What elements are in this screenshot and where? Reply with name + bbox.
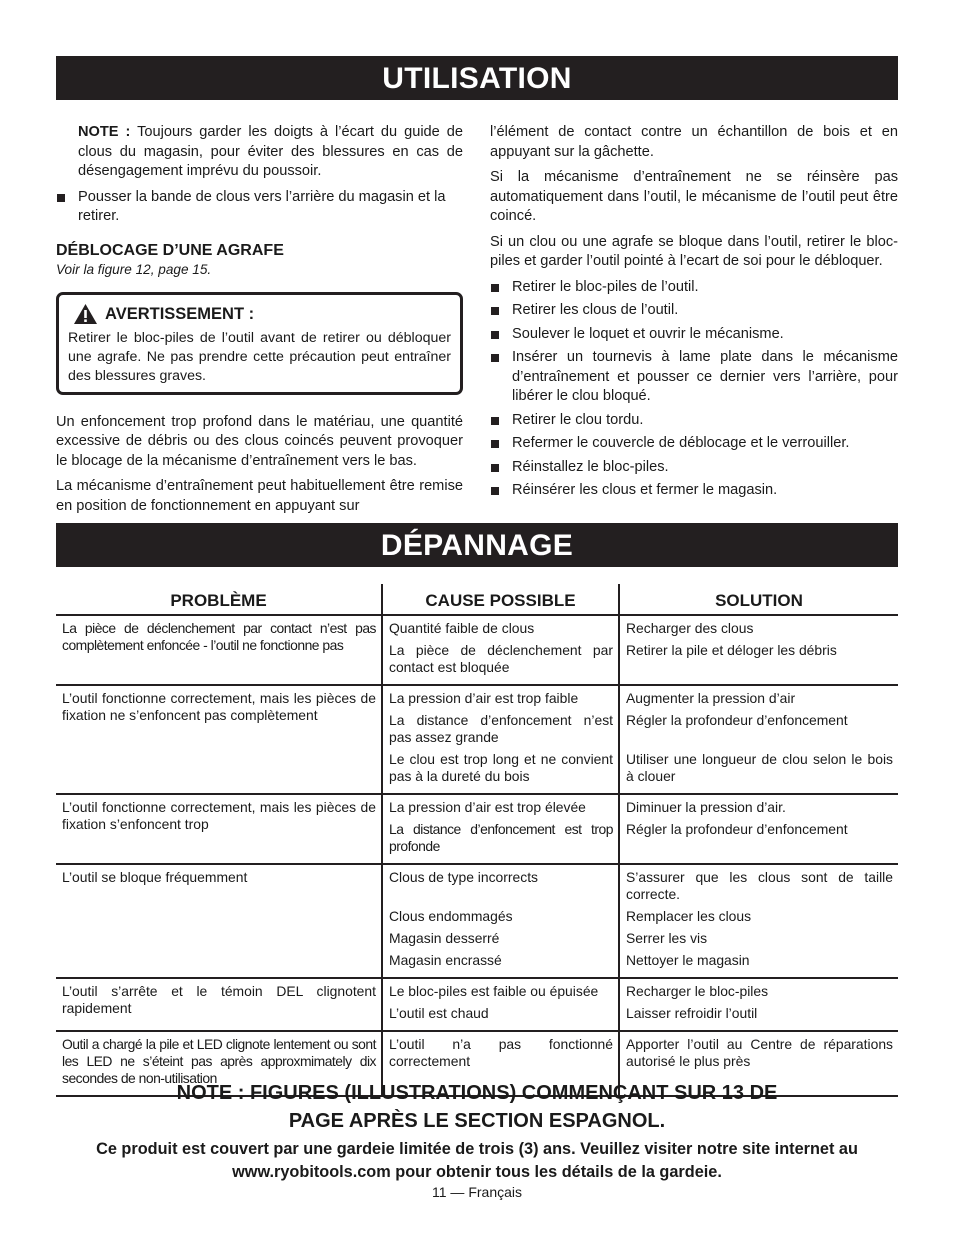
square-bullet-icon	[491, 354, 499, 362]
list-item-text: Retirer le clou tordu.	[512, 411, 644, 428]
figures-note-line: NOTE : FIGURES (ILLUSTRATIONS) COMMENÇANT SUR 13 DE	[176, 1082, 778, 1104]
problem-cell	[56, 685, 382, 794]
list-item-text: Réinsérer les clous et fermer le magasin.	[512, 482, 778, 498]
warning-header	[68, 303, 451, 325]
list-item	[490, 348, 898, 407]
right-column	[490, 123, 898, 505]
left-column	[56, 123, 463, 522]
square-bullet-icon	[491, 417, 499, 425]
cause-text: Le clou est trop long et ne convient pas à la dureté du bois	[389, 751, 613, 784]
solution-text: Laisser refroidir l’outil	[626, 1005, 758, 1021]
list-item-text: Insérer un tournevis à lame plate dans le mécanisme d’entraînement et pousser ce dernier vers l’arrière, pour libérer le clou bloqué.	[512, 349, 898, 404]
cause-text: La pression d’air est trop faible	[389, 690, 579, 706]
list-item	[490, 434, 898, 454]
solution-text: Remplacer les clous	[626, 908, 752, 924]
square-bullet-icon	[491, 464, 499, 472]
solution-text: S’assurer que les clous sont de taille correcte.	[626, 869, 893, 902]
paragraph: Si un clou ou une agrafe se bloque dans l’outil, retirer le bloc-piles et garder l’outil pointé à l’ecart de soi pour le débloquer.	[490, 233, 898, 269]
solution-text: Utiliser une longueur de clou selon le bois à clouer	[626, 751, 893, 784]
troubleshooting-table	[56, 584, 898, 1097]
list-item	[490, 325, 898, 345]
square-bullet-icon	[491, 307, 499, 315]
list-item-text: Soulever le loquet et ouvrir le mécanisme.	[512, 325, 784, 342]
note-label: NOTE :	[78, 124, 131, 140]
warranty-note: Ce produit est couvert par une gardeie limitée de trois (3) ans. Veuillez visiter notre site internet au www.ryobitools.com pour obtenir tous les détails de la gardeie.	[96, 1140, 858, 1181]
cause-text: Magasin encrassé	[389, 952, 502, 968]
cause-text: Quantité faible de clous	[389, 620, 535, 636]
column-header-cause: CAUSE POSSIBLE	[382, 584, 619, 615]
subheading: DÉBLOCAGE D’UNE AGRAFE	[56, 241, 284, 259]
solution-cell	[619, 794, 898, 864]
solution-text: Recharger le bloc-piles	[626, 983, 769, 999]
paragraph: Un enfoncement trop profond dans le matériau, une quantité excessive de débris ou des clous coincés peuvent provoquer le blocage de la mécanisme d’entraînement vers le bas.	[56, 413, 463, 469]
cause-text: Clous de type incorrects	[389, 869, 539, 885]
problem-text: L’outil fonctionne correctement, mais les pièces de fixation s’enfoncent trop	[62, 799, 376, 832]
paragraph: La mécanisme d’entraînement peut habituellement être remise en position de fonctionnement en appuyant sur	[56, 478, 463, 514]
list-item-text: Réinstallez le bloc-piles.	[512, 458, 669, 475]
list-item-text: Refermer le couvercle de déblocage et le verrouiller.	[512, 435, 850, 451]
cause-cell	[382, 864, 619, 978]
warning-title: AVERTISSEMENT :	[105, 304, 255, 323]
problem-cell	[56, 615, 382, 685]
solution-text: Serrer les vis	[626, 930, 708, 946]
figures-note	[56, 1079, 898, 1135]
cause-text: L’outil est chaud	[389, 1005, 489, 1021]
list-item-text: Pousser la bande de clous vers l’arrière du magasin et la retirer.	[78, 188, 446, 224]
problem-text: L’outil se bloque fréquemment	[62, 869, 248, 885]
table-row	[56, 794, 898, 864]
list-item	[490, 301, 898, 321]
solution-text: Augmenter la pression d’air	[626, 690, 796, 706]
list-item-text: Retirer le bloc-piles de l’outil.	[512, 278, 699, 295]
warning-triangle-icon	[73, 303, 98, 325]
cause-text: La pièce de déclenchement par contact est bloquée	[389, 642, 613, 675]
figure-reference: Voir la figure 12, page 15.	[56, 261, 212, 277]
cause-text: Le bloc-piles est faible ou épuisée	[389, 983, 599, 999]
page-number: 11 — Français	[432, 1184, 522, 1200]
column-header-solution: SOLUTION	[619, 584, 898, 615]
cause-text: La distance d’enfoncement n’est pas assez grande	[389, 712, 613, 745]
solution-text: Nettoyer le magasin	[626, 952, 750, 968]
cause-cell	[382, 978, 619, 1031]
cause-text: L’outil n’a pas fonctionné correctement	[389, 1036, 613, 1069]
solution-text: Recharger des clous	[626, 620, 754, 636]
list-item	[490, 458, 898, 478]
table-row	[56, 685, 898, 794]
figures-note-line: PAGE APRÈS LE SECTION ESPAGNOL.	[288, 1110, 666, 1132]
column-header-probleme: PROBLÈME	[56, 584, 382, 615]
solution-text: Retirer la pile et déloger les débris	[626, 642, 837, 658]
solution-text: Apporter l’outil au Centre de réparations autorisé le plus près	[626, 1036, 893, 1069]
solution-text: Régler la profondeur d’enfoncement	[626, 712, 848, 728]
list-item	[490, 481, 898, 501]
square-bullet-icon	[491, 284, 499, 292]
cause-cell	[382, 685, 619, 794]
cause-cell	[382, 615, 619, 685]
solution-cell	[619, 685, 898, 794]
list-item-text: Retirer les clous de l’outil.	[512, 302, 679, 318]
problem-text: Outil a chargé la pile et LED clignote lentement ou sont les LED ne s’éteint pas après approxmimately dix secondes de non-utilisation	[62, 1036, 376, 1086]
note-text: Toujours garder les doigts à l’écart du guide de clous du magasin, pour éviter des blessures en cas de désengagement imprévu du poussoir.	[78, 124, 463, 179]
problem-cell	[56, 794, 382, 864]
cause-text: Magasin desserré	[389, 930, 500, 946]
note-paragraph	[56, 123, 463, 182]
square-bullet-icon	[491, 487, 499, 495]
solution-text: Diminuer la pression d’air.	[626, 799, 786, 815]
list-item	[490, 411, 898, 431]
square-bullet-icon	[491, 440, 499, 448]
square-bullet-icon	[491, 331, 499, 339]
section-title-depannage: DÉPANNAGE	[56, 523, 898, 567]
problem-text: L’outil fonctionne correctement, mais les pièces de fixation ne s’enfoncent pas complètement	[62, 690, 376, 723]
list-item	[490, 278, 898, 298]
problem-text: La pièce de déclenchement par contact n’est pas complètement enfoncée - l’outil ne fonctionne pas	[62, 620, 376, 653]
list-item	[56, 188, 463, 227]
solution-text: Régler la profondeur d’enfoncement	[626, 821, 848, 837]
table-row	[56, 615, 898, 685]
cause-text: Clous endommagés	[389, 908, 513, 924]
problem-cell	[56, 978, 382, 1031]
cause-text: La pression d’air est trop élevée	[389, 799, 586, 815]
cause-cell	[382, 794, 619, 864]
solution-cell	[619, 864, 898, 978]
solution-cell	[619, 615, 898, 685]
square-bullet-icon	[57, 194, 65, 202]
table-header-row	[56, 584, 898, 615]
problem-text: L’outil s’arrête et le témoin DEL clignotent rapidement	[62, 983, 376, 1016]
problem-cell	[56, 864, 382, 978]
warning-box	[56, 292, 463, 395]
section-title-utilisation: UTILISATION	[56, 56, 898, 100]
cause-text: La distance d’enfoncement est trop profonde	[389, 821, 613, 854]
table-row	[56, 864, 898, 978]
paragraph: Si la mécanisme d’entraînement ne se réinsère pas automatiquement dans l’outil, le mécanisme de l’outil peut être coincé.	[490, 169, 898, 224]
solution-cell	[619, 978, 898, 1031]
table-row	[56, 978, 898, 1031]
paragraph: l’élément de contact contre un échantillon de bois et en appuyant sur la gâchette.	[490, 124, 898, 160]
warning-text: Retirer le bloc-piles de l’outil avant de retirer ou débloquer une agrafe. Ne pas prendre cette précaution peut entraîner des blessures graves.	[68, 329, 451, 384]
